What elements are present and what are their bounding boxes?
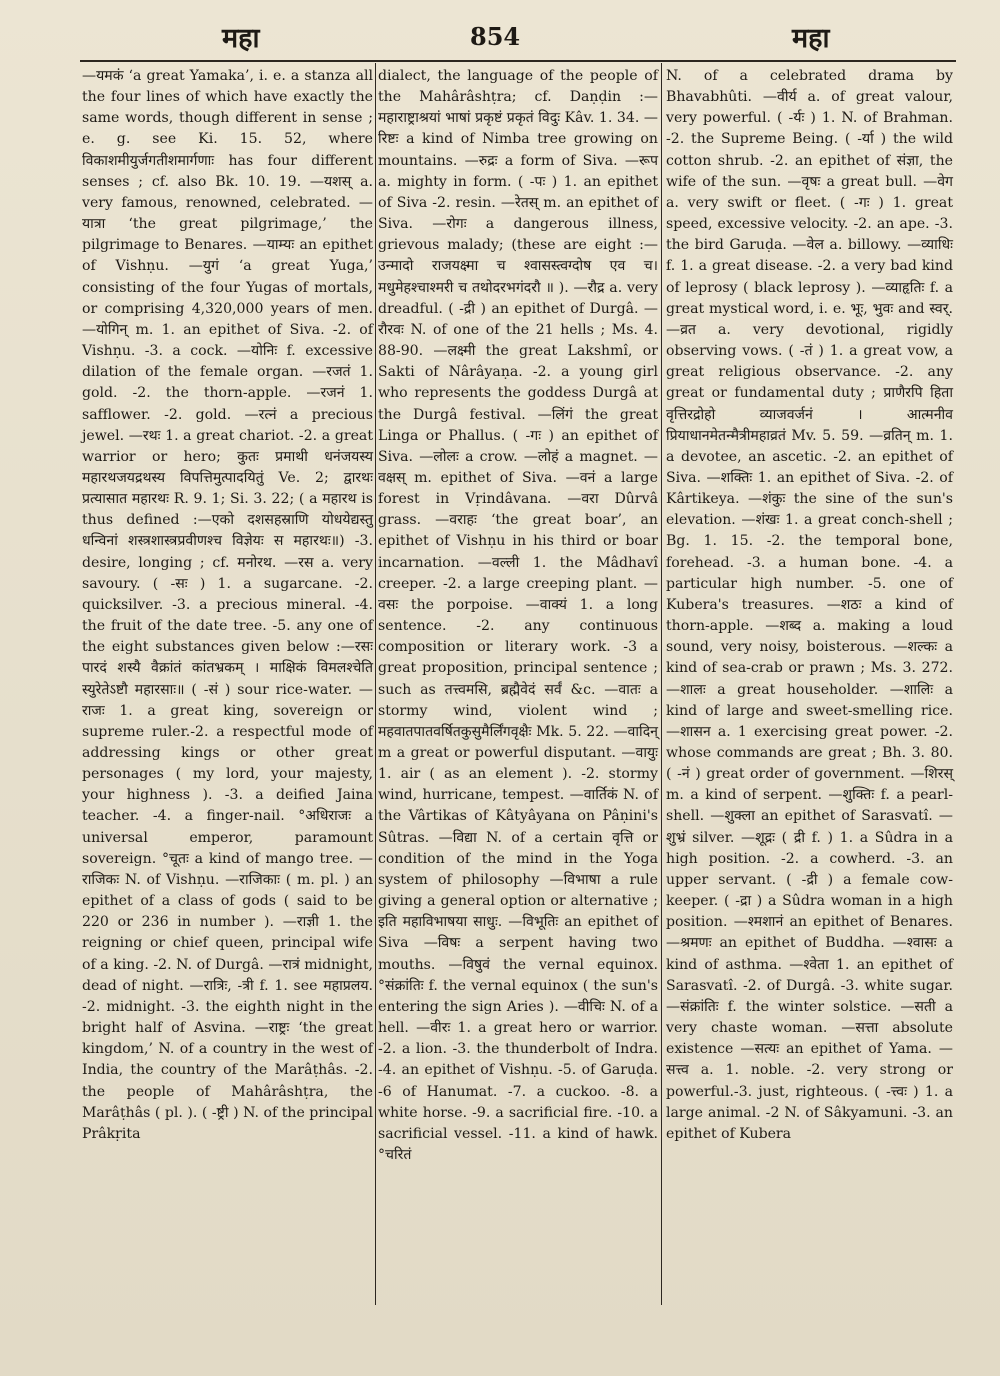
header-left-word: महा [222, 23, 260, 54]
text-column-1: —यमकं ‘a great Yamaka’, i. e. a stanza all the four lines of which have exactly the same words, though different in sense ; e. g. see Ki. 15. 52, where विकाशमीयुर्जगतीशमार्गणाः has four different senses ; cf. also Bk. 10. 19. —यशस् a. very famous, renowned, celebrated. —यात्रा ‘the great pilgrimage,’ the pilgrimage to Benares. —याम्यः an epithet of Vishṇu. —युगं ‘a great Yuga,’ consisting of the four Yugas of mortals, or comprising 4,320,000 years of men. —योगिन् m. 1. an epithet of Siva. -2. of Vishṇu. -3. a cock. —योनिः f. excessive dilation of the female organ. —रजतं 1. gold. -2. the thorn-apple. —रजनं 1. safflower. -2. gold. —रत्नं a precious jewel. —रथः 1. a great chariot. -2. a great warrior or hero; कुतः प्रमाथी धनंजयस्य महारथजयद्रथस्य विपत्तिमुत्पादयितुं Ve. 2; द्वारथः प्रत्यासात महारथः R. 9. 1; Si. 3. 22; ( a महारथ is thus defined :—एको दशसहस्राणि योधयेद्यस्तु धन्विनां शस्त्रशास्त्रप्रवीणश्च विज्ञेयः स महारथः॥) -3. desire, longing ; cf. मनोरथ. —रस a. very savoury. ( -सः ) 1. a sugarcane. -2. quicksilver. -3. a precious mineral. -4. the fruit of the date tree. -5. any one of the eight substances given below :—रसः पारदं शस्यै वैक्रांतं कांतभ्रकम् । माक्षिकं विमलश्चेति स्युरेतेऽष्टौ महारसाः॥ ( -सं ) sour rice-water. —राजः 1. a great king, sovereign or supreme ruler.-2. a respectful mode of addressing kings or other great personages ( my lord, your majesty, your highness ). -3. a deified Jaina teacher. -4. a finger-nail. °अधिराजः a universal emperor, paramount sovereign. °चूतः a kind of mango tree. —राजिकः N. of Vishṇu. —राजिकाः ( m. pl. ) an epithet of a class of gods ( said to be 220 or 236 in number ). —राज्ञी 1. the reigning or chief queen, principal wife of a king. -2. N. of Durgâ. —रात्रं midnight, dead of night. —रात्रिः, -त्री f. 1. see महाप्रलय. -2. midnight. -3. the eighth night in the bright half of Asvina. —राष्ट्रः ‘the great kingdom,’ N. of a country in the west of India, the country of the Marâṭhâs. -2. the people of Mahârâshṭra, the Marâṭhâs ( pl. ). ( -ष्ट्री ) N. of the principal Prâkṛita [82, 68, 373, 1142]
column-divider-1 [375, 63, 376, 1305]
header-rule [80, 60, 956, 62]
text-column-3: N. of a celebrated drama by Bhavabhûti. —वीर्य a. of great valour, very powerful. ( -र्यः ) 1. N. of Brahman. -2. the Supreme Being. ( -र्या ) the wild cotton shrub. -2. an epithet of संज्ञा, the wife of the sun. —वृषः a great bull. —वेग a. very swift or fleet. ( -गः ) 1. great speed, excessive velocity. -2. an ape. -3. the bird Garuḍa. —वेल a. billowy. —व्याधिः f. 1. a great disease. -2. a very bad kind of leprosy ( black leprosy ). —व्याहृतिः f. a great mystical word, i. e. भूः, भुवः and स्वर्. —व्रत a. very devotional, rigidly observing vows. ( -तं ) 1. a great vow, a great religious observance. -2. any great or fundamental duty ; प्राणैरपि हिता वृत्तिरद्रोहो व्याजवर्जनं । आत्मनीव प्रियाधानमेतन्मैत्रीमहाव्रतं Mv. 5. 59. —व्रतिन् m. 1. a devotee, an ascetic. -2. an epithet of Siva. —शक्तिः 1. an epithet of Siva. -2. of Kârtikeya. —शंकुः the sine of the sun's elevation. —शंखः 1. a great conch-shell ; Bg. 1. 15. -2. the temporal bone, forehead. -3. a human bone. -4. a particular high number. -5. one of Kubera's treasures. —शठः a kind of thorn-apple. —शब्द a. making a loud sound, very noisy, boisterous. —शल्कः a kind of sea-crab or prawn ; Ms. 3. 272. —शालः a great householder. —शालिः a kind of large and sweet-smelling rice. —शासन a. 1 exercising great power. -2. whose commands are great ; Bh. 3. 80. ( -नं ) great order of government. —शिरस् m. a kind of serpent. —शुक्तिः f. a pearl-shell. —शुक्ला an epithet of Sarasvatî. —शुभ्रं silver. —शूद्रः ( द्री f. ) 1. a Sûdra in a high position. -2. a cowherd. -3. an upper servant. ( -द्री ) a female cow-keeper. ( -द्रा ) a Sûdra woman in a high position. —श्मशानं an epithet of Benares. —श्रमणः an epithet of Buddha. —श्वासः a kind of asthma. —श्वेता 1. an epithet of Sarasvatî. -2. of Durgâ. -3. white sugar. —संक्रांतिः f. the winter solstice. —सती a very chaste woman. —सत्ता absolute existence —सत्यः an epithet of Yama. —सत्त्व a. 1. noble. -2. very strong or powerful.-3. just, righteous. ( -त्त्वः ) 1. a large animal. -2 N. of Sâkyamuni. -3. an epithet of Kubera [666, 68, 953, 1142]
header-right-word: महा [792, 23, 830, 54]
column-divider-2 [661, 63, 662, 1305]
text-column-2: dialect, the language of the people of the Mahârâshṭra; cf. Daṇḍin :— महाराष्ट्राश्रयां भाषां प्रकृष्टं प्रकृतं विदुः Kâv. 1. 34. —रिष्टः a kind of Nimba tree growing on mountains. —रुद्रः a form of Siva. —रूप a. mighty in form. ( -पः ) 1. an epithet of Siva -2. resin. —रेतस् m. an epithet of Siva. —रोगः a dangerous illness, grievous malady; (these are eight :— उन्मादो राजयक्ष्मा च श्वासस्त्वग्दोष एव च। मधुमेहश्चाश्मरी च तथोदरभगंदरौ ॥ ). —रौद्र a. very dreadful. ( -द्री ) an epithet of Durgâ. —रौरवः N. of one of the 21 hells ; Ms. 4. 88-90. —लक्ष्मी the great Lakshmî, or Sakti of Nârâyaṇa. -2. a young girl who represents the goddess Durgâ at the Durgâ festival. —लिंगं the great Linga or Phallus. ( -गः ) an epithet of Siva. —लोलः a crow. —लोहं a magnet. —वक्षस् m. epithet of Siva. —वनं a large forest in Vṛindâvana. —वरा Dûrvâ grass. —वराहः ‘the great boar’, an epithet of Vishṇu in his third or boar incarnation. —वल्ली 1. the Mâdhavî creeper. -2. a large creeping plant. —वसः the porpoise. —वाक्यं 1. a long sentence. -2. any continuous composition or literary work. -3 a great proposition, principal sentence ; such as तत्त्वमसि, ब्रह्मैवेदं सर्वं &c. —वातः a stormy wind, violent wind ; महवातपातवर्षितकुसुमैर्लिंगवृक्षैः Mk. 5. 22. —वादिन् m a great or powerful disputant. —वायुः 1. air ( as an element ). -2. stormy wind, hurricane, tempest. —वार्तिकं N. of the Vârtikas of Kâtyâyana on Pâṇini's Sûtras. —विद्या N. of a certain वृत्ति or condition of the mind in the Yoga system of philosophy —विभाषा a rule giving a general option or alternative ; इति महाविभाषया साधुः. —विभूतिः an epithet of Siva —विषः a serpent having two mouths. —विषुवं the vernal equinox. °संक्रांतिः f. the vernal equinox ( the sun's entering the sign Aries ). —वीचिः N. of a hell. —वीरः 1. a great hero or warrior. -2. a lion. -3. the thunderbolt of Indra. -4. an epithet of Vishṇu. -5. of Garuḍa. -6 of Hanumat. -7. a cuckoo. -8. a white horse. -9. a sacrificial fire. -10. a sacrificial vessel. -11. a kind of hawk. °चरितं [378, 68, 658, 1163]
page-number: 854 [470, 22, 521, 51]
